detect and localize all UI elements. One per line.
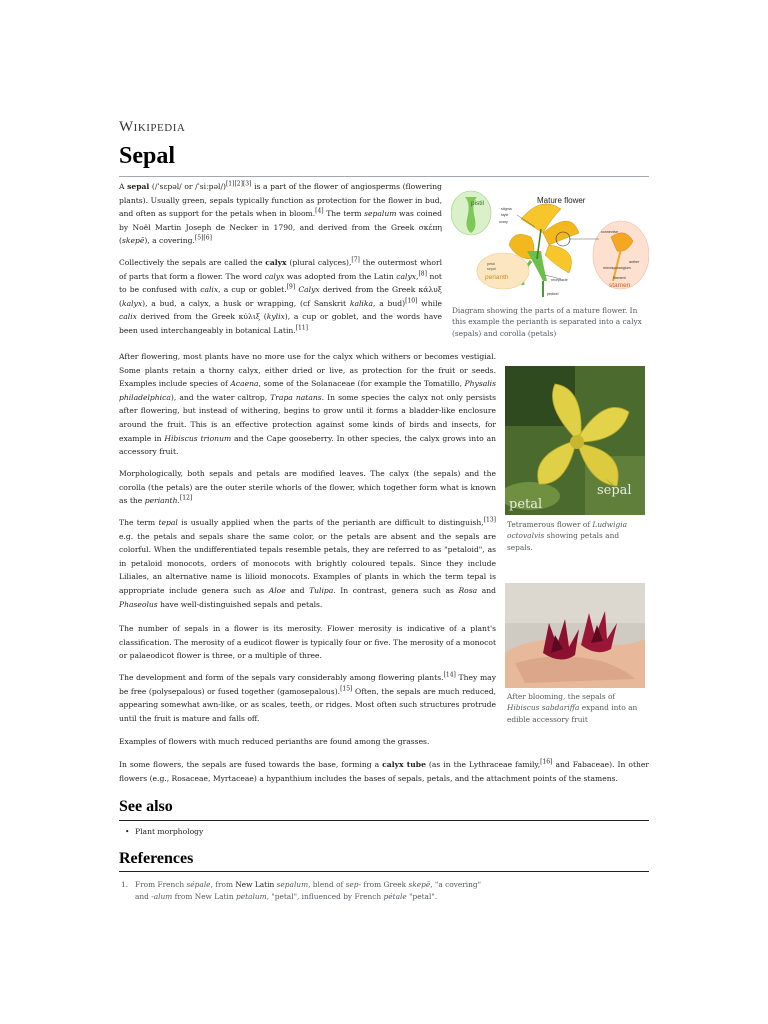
paragraph-calyx-tube: In some flowers, the sepals are fused towards the base, forming a calyx tube (as in the Lythraceae family,[16] and Fabaceae). In other flowers (e.g., Rosaceae, Myrtaceae) a hypanthium includes the bases of sepals, petals, and the attachment points of the stamens.	[119, 758, 650, 783]
paragraph-tepal: The term tepal is usually applied when the parts of the perianth are difficult to distinguish,[13] e.g. the petals and sepals share the same color, or the petals are absent and the sepals are colorful. When the undifferentiated tepals resemble petals, they are referred to as "petaloid", as in petaloid monocots, orders of monocots with brightly coloured tepals. Since they include Liliales, an alternative name is lilioid monocots. Examples of plants in which the term tepal is appropriate include genera such as Aloe and Tulipa. In contrast, genera such as Rosa and Phaseolus have well-distinguished sepals and petals.	[119, 516, 497, 609]
photo-label-sepal: sepal	[597, 483, 632, 498]
ludwigia-photo-svg	[505, 366, 645, 515]
photo-label-petal: petal	[509, 497, 543, 512]
see-also-heading: See also	[119, 798, 173, 815]
ludwigia-photo[interactable]	[505, 366, 645, 515]
label-receptacle: receptacle	[551, 278, 568, 282]
hibiscus-caption: After blooming, the sepals of Hibiscus sabdariffa expand into an edible accessory fruit	[507, 692, 638, 724]
list-bullet: •	[125, 827, 130, 836]
paragraph-merosity: The number of sepals in a flower is its merosity. Flower merosity is indicative of a plant's classification. The merosity of a eudicot flower is typically four or five. The merosity of a monocot or palaeodicot flower is three, or a multiple of three.	[119, 624, 496, 661]
label-pistil: pistil	[471, 200, 485, 207]
reference-number: 1.	[121, 880, 129, 889]
see-also-link-plant-morphology[interactable]: Plant morphology	[135, 827, 204, 836]
hibiscus-photo-svg	[505, 583, 645, 688]
paragraph-after-flowering: After flowering, most plants have no more use for the calyx which withers or becomes vestigial. Some plants retain a thorny calyx, either dried or live, as protection for the fruit or seeds. Examples include species of Acaena, some of the Solanaceae (for example the Tomatillo, Physalis philadelphica), and the water caltrop, Trapa natans. In some species the calyx not only persists after flowering, but instead of withering, begins to grow until it forms a bladder-like enclosure around the fruit. This is an effective protection against some kinds of birds and insects, for example in Hibiscus trionum and the Cape gooseberry. In other species, the calyx grows into an accessory fruit.	[119, 352, 497, 457]
label-filament: filament	[613, 276, 626, 280]
paragraph-morphology: Morphologically, both sepals and petals are modified leaves. The calyx (the sepals) and the corolla (the petals) are the outer sterile whorls of the flower, which together form what is known as the perianth.[12]	[119, 469, 496, 506]
label-sepal: sepal	[487, 267, 496, 271]
label-microsporangium: microsporangium	[603, 266, 631, 270]
wikipedia-wordmark[interactable]: Wikipedia	[119, 119, 186, 135]
label-pedicel: pedicel	[547, 292, 559, 296]
diagram-caption: Diagram showing the parts of a mature flower. In this example the perianth is separated into a calyx (sepals) and corolla (petals)	[452, 306, 642, 338]
paragraph-intro: A sepal (/ˈsɛpəl/ or /ˈsiːpəl/)[1][2][3] is a part of the flower of angiosperms (flowering plants). Usually green, sepals typically function as protection for the flower in bud, and often as support for the petals when in bloom.[4] The term sepalum was coined by Noël Martin Joseph de Necker in 1790, and derived from the Greek σκέπη (skepē), a covering.[5][6]	[119, 180, 442, 246]
reference-item-1: From French sépale, from New Latin sepalum, blend of sep- from Greek skepē, "a covering" and -alum from New Latin petalum, "petal", influenced by French pétale "petal".	[135, 880, 481, 901]
ludwigia-caption: Tetramerous flower of Ludwigia octovalvis showing petals and sepals.	[507, 520, 627, 552]
label-mature-flower: Mature flower	[537, 196, 586, 205]
hibiscus-photo[interactable]	[505, 583, 645, 688]
references-divider	[119, 871, 649, 872]
label-connective: connective	[601, 230, 619, 234]
label-style: style	[501, 213, 509, 217]
title-divider	[119, 176, 649, 177]
paragraph-development: The development and form of the sepals vary considerably among flowering plants.[14] They may be free (polysepalous) or fused together (gamosepalous).[15] Often, the sepals are much reduced, appearing somewhat awn-like, or as scales, teeth, or ridges. Most often such structures protrude until the fruit is mature and falls off.	[119, 671, 496, 723]
page-title: Sepal	[119, 143, 176, 169]
label-stigma: stigma	[501, 207, 512, 211]
label-perianth: perianth	[485, 274, 509, 281]
label-ovary: ovary	[499, 220, 508, 224]
see-also-divider	[119, 820, 649, 821]
label-anther: anther	[629, 260, 640, 264]
paragraph-grasses: Examples of flowers with much reduced perianths are found among the grasses.	[119, 737, 430, 746]
label-petal: petal	[487, 262, 495, 266]
paragraph-calyx: Collectively the sepals are called the calyx (plural calyces),[7] the outermost whorl of parts that form a flower. The word calyx was adopted from the Latin calyx,[8] not to be confused with calix, a cup or goblet.[9] Calyx derived from the Greek κάλυξ (kalyx), a bud, a calyx, a husk or wrapping, (cf Sanskrit kalika, a bud)[10] while calix derived from the Greek κύλιξ (kylix), a cup or goblet, and the words have been used interchangeably in botanical Latin.[11]	[119, 256, 443, 335]
flower-diagram[interactable]	[451, 189, 649, 301]
label-stamen: stamen	[609, 282, 631, 289]
flower-diagram-svg	[451, 189, 649, 301]
references-heading: References	[119, 850, 194, 867]
